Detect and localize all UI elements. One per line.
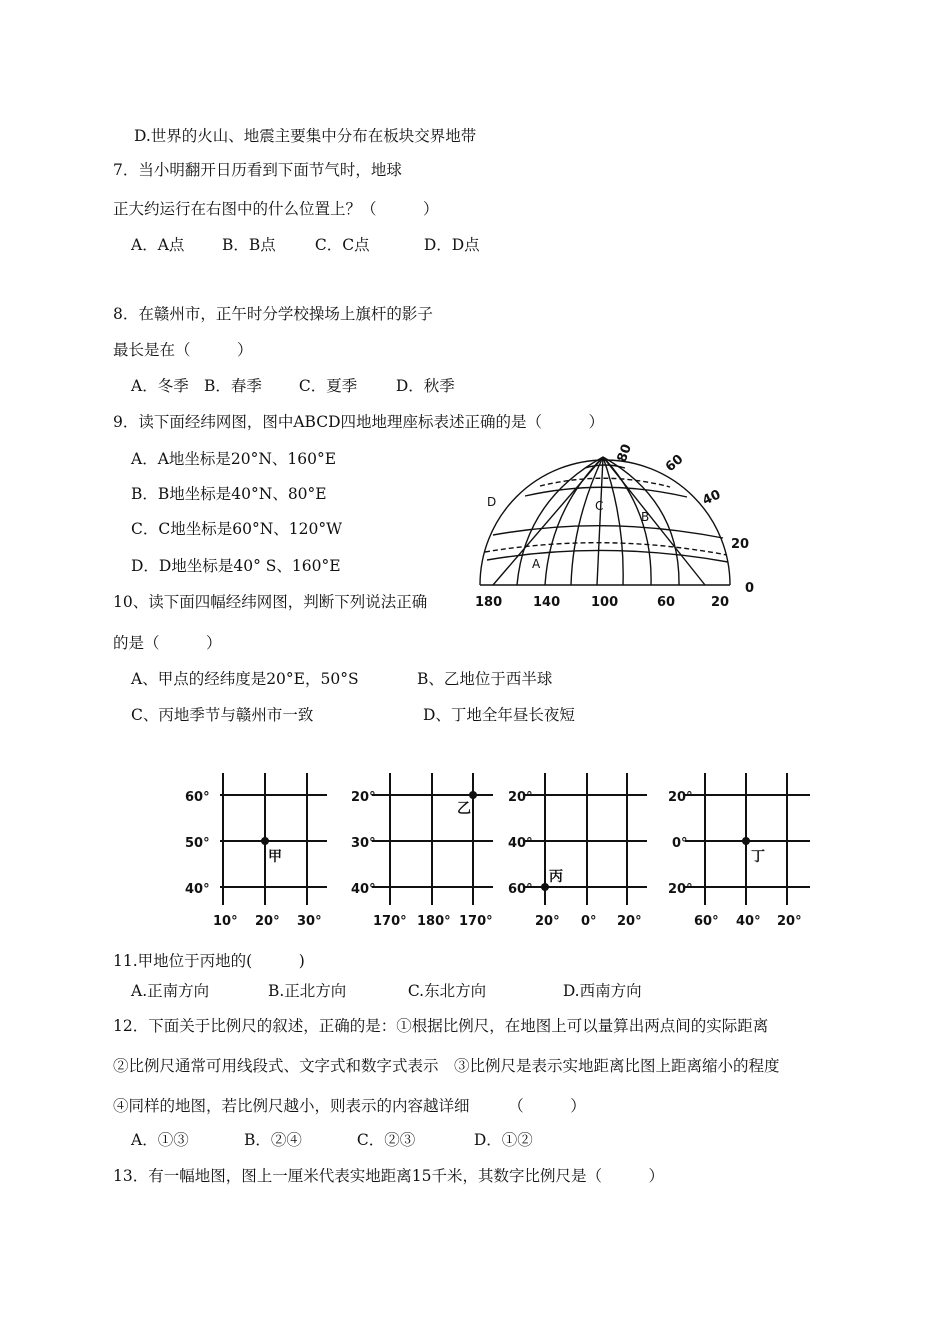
q8-stem-line2: 最长是在（ ） (113, 341, 253, 359)
q10-option-c: C、丙地季节与赣州市一致 (131, 706, 314, 724)
q10-g2-point-label: 乙 (457, 801, 471, 817)
q11-stem: 11.甲地位于丙地的( ) (113, 952, 305, 970)
q9-lat-60-line (525, 487, 687, 497)
q12-options (131, 1130, 533, 1150)
q10-g4-point-label: 丁 (751, 849, 765, 865)
q9-option-c: C．C地坐标是60°N、120°W (131, 520, 343, 538)
q12-option-a: A．①③ (131, 1131, 189, 1149)
q10-g1-col-1: 20° (255, 914, 280, 929)
q10-g4-col-0: 60° (694, 914, 719, 929)
q9-lon-label-180: 180 (475, 595, 503, 610)
q7-option-b: B．B点 (221, 236, 276, 254)
q10-g4-col-2: 20° (777, 914, 802, 929)
q10-g4-row-2: 20° (668, 882, 693, 897)
q7-options (131, 235, 480, 255)
q10-g3-col-2: 20° (617, 914, 642, 929)
q10-point-jia-dot (261, 837, 269, 845)
q10-option-a: A、甲点的经纬度是20°E，50°S (131, 670, 359, 688)
q9-lat-40-line (493, 526, 723, 538)
q10-option-d: D、丁地全年昼长夜短 (423, 706, 575, 724)
q9-point-a: A (532, 557, 541, 571)
q8-stem-line1: 8．在赣州市，正午时分学校操场上旗杆的影子 (113, 305, 433, 323)
q10-g1-col-0: 10° (213, 914, 238, 929)
q10-option-b: B、乙地位于西半球 (417, 670, 553, 688)
q12-option-d: D．①② (473, 1131, 533, 1149)
q10-stem-line2: 的是（ ） (113, 634, 222, 652)
q9-lat-label-0: 0 (745, 581, 755, 596)
q8-option-a: A．冬季 (131, 377, 189, 395)
q10-g3-point-label: 丙 (549, 869, 563, 885)
q7-option-a: A．A点 (131, 236, 185, 254)
q9-option-b: B．B地坐标是40°N、80°E (131, 485, 327, 503)
q9-lon-label-60: 60 (657, 595, 676, 610)
q12-option-b: B．②④ (243, 1131, 302, 1149)
q9-lat-label-80: 80 (614, 442, 635, 465)
q9-lat-label-60: 60 (662, 451, 687, 476)
q9-lat-label-20: 20 (731, 537, 750, 552)
q9-meridian-5 (597, 457, 603, 585)
q10-g1-row-2: 40° (185, 882, 210, 897)
q10-g3-col-0: 20° (535, 914, 560, 929)
q10-stem-line1: 10、读下面四幅经纬网图，判断下列说法正确 (113, 593, 428, 611)
q8-option-d: D．秋季 (395, 377, 455, 395)
q10-g2-col-1: 180° (417, 914, 451, 929)
q10-g2-col-2: 170° (459, 914, 493, 929)
q10-g4-col-1: 40° (736, 914, 761, 929)
q10-g1-row-0: 60° (185, 790, 210, 805)
q7-stem-line2: 正大约运行在右图中的什么位置上？（ ） (113, 200, 439, 218)
q11-option-b: B.正北方向 (267, 982, 347, 1000)
q12-stem-line3: ④同样的地图，若比例尺越小，则表示的内容越详细 （ ） (113, 1097, 586, 1115)
q11-option-c: C.东北方向 (407, 982, 487, 1000)
q13-stem: 13．有一幅地图，图上一厘米代表实地距离15千米，其数字比例尺是（ ） (113, 1167, 664, 1185)
q9-stem: 9．读下面经纬网图，图中ABCD四地地理座标表述正确的是（ ） (113, 413, 605, 431)
q10-point-yi-dot (469, 791, 477, 799)
q9-option-a: A．A地坐标是20°N、160°E (131, 450, 337, 468)
q10-grid-1 (220, 773, 327, 905)
q9-lat-20-dashed (485, 543, 727, 555)
q10-g1-row-1: 50° (185, 836, 210, 851)
q10-g2-col-0: 170° (373, 914, 407, 929)
q10-point-bing-dot (541, 883, 549, 891)
q12-option-c: C．②③ (356, 1131, 416, 1149)
q11-option-a: A.正南方向 (131, 982, 210, 1000)
q12-stem-line1: 12．下面关于比例尺的叙述，正确的是：①根据比例尺，在地图上可以量算出两点间的实际距离 (113, 1017, 769, 1035)
q10-g3-row-2: 60° (508, 882, 533, 897)
q11-options (131, 981, 642, 1001)
q11-option-d: D.西南方向 (562, 982, 642, 1000)
q7-stem-line1: 7．当小明翻开日历看到下面节气时，地球 (113, 161, 402, 179)
q10-g1-point-label: 甲 (268, 849, 282, 865)
q9-lat-60-dashed (540, 478, 670, 487)
q9-point-c: C (595, 499, 604, 513)
q9-lat-label-40: 40 (700, 487, 724, 509)
q12-stem-line2: ②比例尺通常可用线段式、文字式和数字式表示 ③比例尺是表示实地距离比图上距离缩小的程度 (113, 1057, 780, 1075)
q10-g2-row-2: 40° (351, 882, 376, 897)
q8-options (131, 376, 455, 396)
q9-meridian-9 (603, 457, 705, 585)
q10-g4-row-0: 20° (668, 790, 693, 805)
q10-point-ding-dot (742, 837, 750, 845)
q9-point-d: D (487, 495, 497, 509)
q8-option-c: C．夏季 (298, 377, 358, 395)
q10-g2-row-0: 20° (351, 790, 376, 805)
q9-graticule-figure (465, 440, 765, 615)
q10-g3-row-1: 40° (508, 836, 533, 851)
q10-g4-row-1: 0° (672, 836, 688, 851)
q6-option-d: D.世界的火山、地震主要集中分布在板块交界地带 (134, 127, 477, 145)
q10-grid-figures (175, 765, 835, 940)
q10-g3-row-0: 20° (508, 790, 533, 805)
q9-lon-label-140: 140 (533, 595, 561, 610)
q9-lon-label-100: 100 (591, 595, 619, 610)
q9-option-d: D．D地坐标是40° S、160°E (131, 557, 341, 575)
q9-meridian-6 (603, 457, 623, 585)
q8-option-b: B．春季 (203, 377, 262, 395)
q10-g3-col-1: 0° (581, 914, 597, 929)
q7-option-c: C．C点 (314, 236, 370, 254)
q9-point-b: B (641, 510, 650, 524)
q9-lon-label-20: 20 (711, 595, 730, 610)
q10-g1-col-2: 30° (297, 914, 322, 929)
q10-g2-row-1: 30° (351, 836, 376, 851)
q7-option-d: D．D点 (423, 236, 480, 254)
